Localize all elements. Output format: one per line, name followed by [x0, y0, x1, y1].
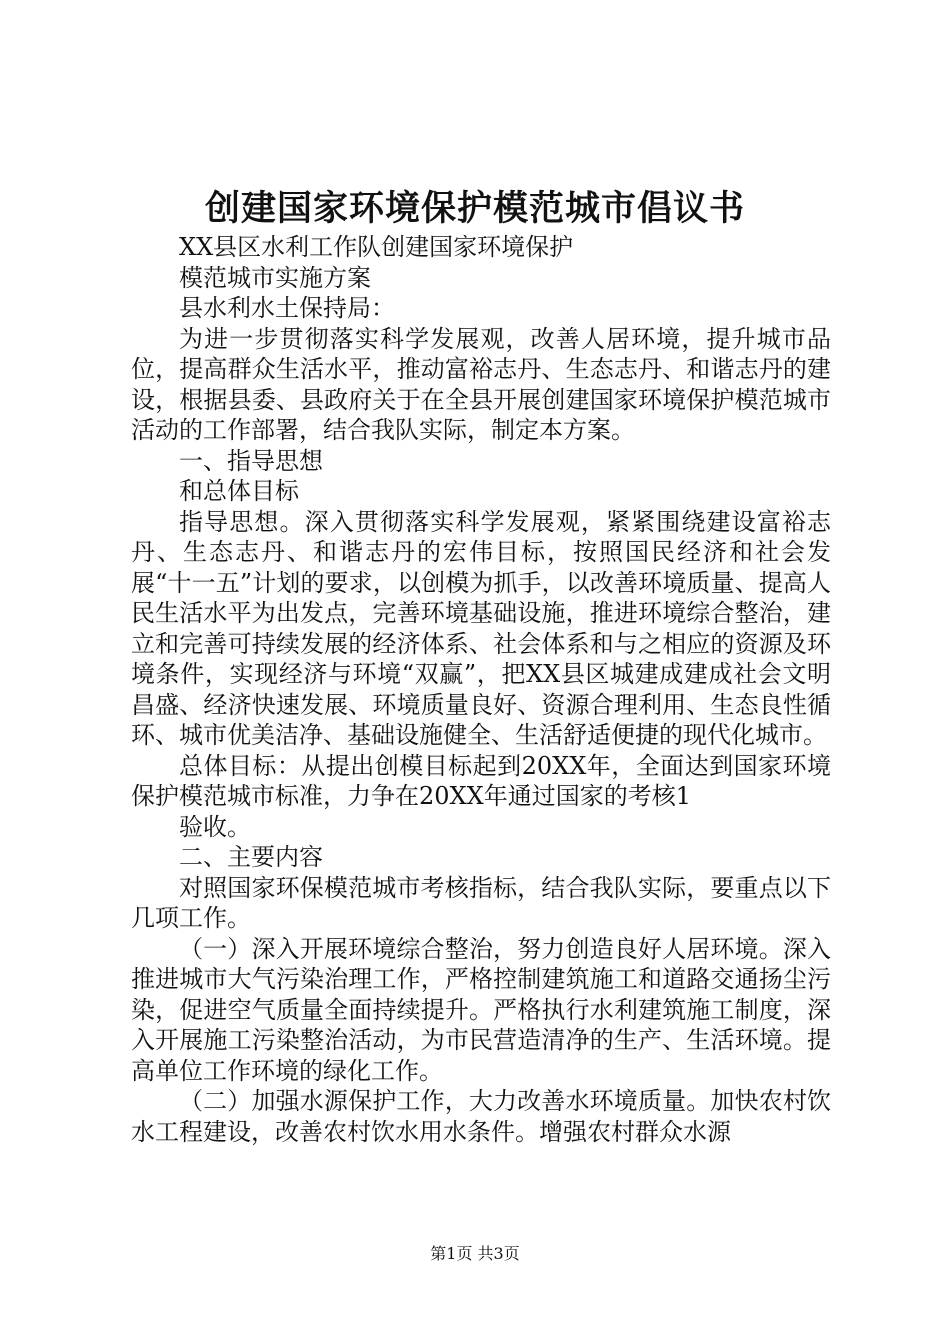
paragraph-acceptance: 验收。	[179, 812, 251, 841]
paragraph-guiding-ideology: 指导思想。深入贯彻落实科学发展观，紧紧围绕建设富裕志丹、生态志丹、和谐志丹的宏伟目标，按照国民经济和社会发展“十一五”计划的要求，以创模为抓手，以改善环境质量、提高人民生活水平为出发点，完善环境基础设施，推进环境综合整治，建立和完善可持续发展的经济体系、社会体系和与之相应的资源及环境条件，实现经济与环境“双赢”，把XX县区城建成建成社会文明昌盛、经济快速发展、环境质量良好、资源合理利用、生态良性循环、城市优美洁净、基础设施健全、生活舒适便捷的现代化城市。	[131, 507, 831, 749]
document-body	[131, 232, 831, 1147]
section-heading-2: 二、主要内容	[179, 843, 323, 871]
paragraph-intro: 为进一步贯彻落实科学发展观，改善人居环境，提升城市品位，提高群众生活水平，推动富裕志丹、生态志丹、和谐志丹的建设，根据县委、县政府关于在全县开展创建国家环境保护模范城市活动的工作部署，结合我队实际，制定本方案。	[131, 324, 831, 444]
paragraph-main-content: 对照国家环保模范城市考核指标，结合我队实际，要重点以下几项工作。	[131, 873, 831, 932]
document-title: 创建国家环境保护模范城市倡议书	[204, 188, 745, 229]
paragraph-heading-line-2: 模范城市实施方案	[179, 263, 371, 292]
page-footer: 第1页 共3页	[430, 1244, 520, 1263]
section-heading-1-cont: 和总体目标	[179, 477, 299, 505]
paragraph-item-1: （一）深入开展环境综合整治，努力创造良好人居环境。深入推进城市大气污染治理工作，严格控制建筑施工和道路交通扬尘污染，促进空气质量全面持续提升。严格执行水利建筑施工制度，深入开展施工污染整治活动，为市民营造清净的生产、生活环境。提高单位工作环境的绿化工作。	[131, 934, 831, 1085]
paragraph-heading-line-1: XX县区水利工作队创建国家环境保护	[179, 233, 574, 261]
paragraph-overall-goal: 总体目标：从提出创模目标起到20XX年，全面达到国家环境保护模范城市标准，力争在20XX年通过国家的考核1	[131, 751, 831, 810]
section-heading-1: 一、指导思想	[179, 446, 323, 475]
paragraph-item-2: （二）加强水源保护工作，大力改善水环境质量。加快农村饮水工程建设，改善农村饮水用水条件。增强农村群众水源	[131, 1087, 831, 1146]
paragraph-addressee: 县水利水土保持局：	[179, 294, 395, 322]
